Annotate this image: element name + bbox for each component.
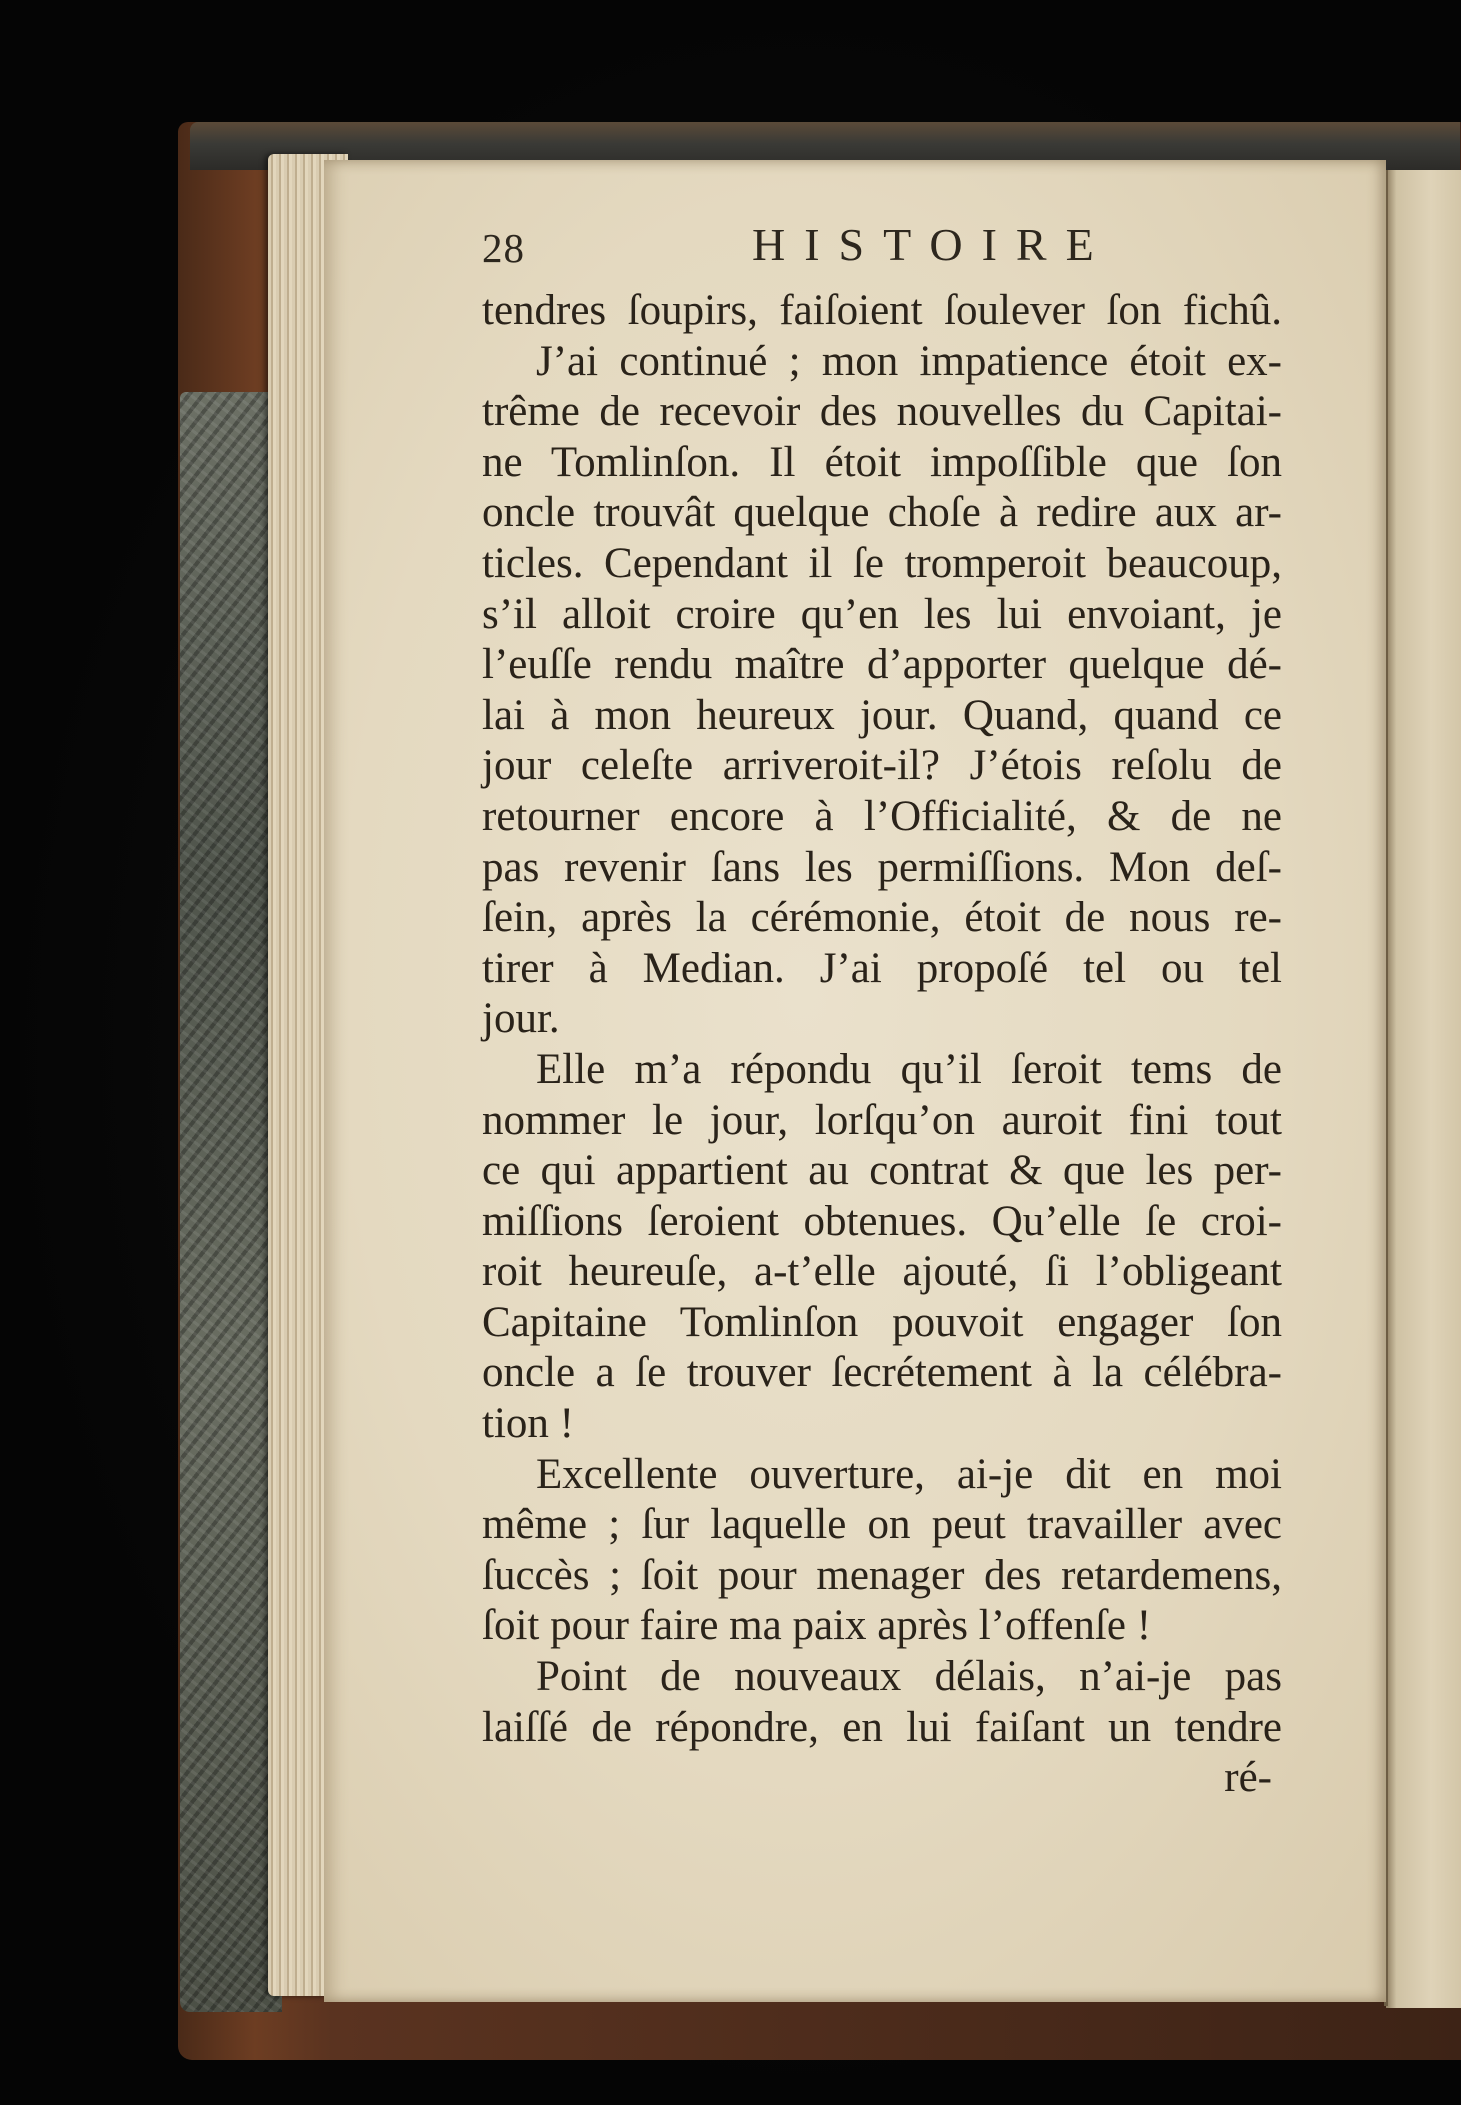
- text-line: lai à mon heureux jour. Quand, quand ce: [482, 691, 1282, 739]
- text-line: trême de recevoir des nouvelles du Capitai-: [482, 388, 1282, 436]
- text-line: tion !: [482, 1400, 574, 1448]
- marbled-endpaper: [180, 392, 282, 2012]
- text-line: tendres ſoupirs, faiſoient ſoulever ſon fichû.: [482, 287, 1282, 334]
- text-line: Excellente ouverture, ai-je dit en moi: [536, 1450, 1282, 1498]
- text-line: Elle m’a répondu qu’il ſeroit tems de: [536, 1045, 1282, 1093]
- text-line: roit heureuſe, a-t’elle ajouté, ſi l’obligeant: [482, 1248, 1282, 1296]
- text-line: oncle a ſe trouver ſecrétement à la célébra-: [482, 1349, 1282, 1397]
- text-line: J’ai continué ; mon impatience étoit ex-: [536, 337, 1282, 385]
- text-line: tirer à Median. J’ai propoſé tel ou tel: [482, 944, 1282, 992]
- text-line: retourner encore à l’Officialité, & de ne: [482, 792, 1282, 840]
- text-line: ne Tomlinſon. Il étoit impoſſible que ſon: [482, 438, 1282, 486]
- text-line: nommer le jour, lorſqu’on auroit fini tout: [482, 1096, 1282, 1144]
- facing-page: [1386, 170, 1461, 2008]
- text-line: pas revenir ſans les permiſſions. Mon deſ-: [482, 843, 1282, 891]
- text-line: même ; ſur laquelle on peut travailler avec: [482, 1501, 1282, 1549]
- text-line: ſuccès ; ſoit pour menager des retardemens,: [482, 1551, 1282, 1599]
- text-line: miſſions ſeroient obtenues. Qu’elle ſe croi-: [482, 1197, 1282, 1245]
- text-line: Point de nouveaux délais, n’ai-je pas: [536, 1653, 1282, 1701]
- text-line: jour.: [482, 995, 560, 1043]
- text-line: laiſſé de répondre, en lui faiſant un tendre: [482, 1703, 1282, 1751]
- text-line: ſoit pour faire ma paix après l’offenſe !: [482, 1602, 1152, 1650]
- text-line: ticles. Cependant il ſe tromperoit beaucoup,: [482, 539, 1282, 587]
- text-line: s’il alloit croire qu’en les lui envoiant, je: [482, 590, 1282, 638]
- text-line: ſein, après la cérémonie, étoit de nous re-: [482, 894, 1282, 942]
- text-line: jour celeſte arriveroit-il? J’étois reſolu de: [482, 742, 1282, 790]
- page-number: 28: [482, 225, 525, 271]
- body-text: [482, 286, 1282, 1804]
- text-line: ce qui appartient au contrat & que les per-: [482, 1147, 1282, 1195]
- running-title: HISTOIRE: [752, 219, 1113, 270]
- catchword: ré-: [1224, 1754, 1272, 1802]
- text-line: Capitaine Tomlinſon pouvoit engager ſon: [482, 1298, 1282, 1346]
- text-line: oncle trouvât quelque choſe à redire aux ar-: [482, 489, 1282, 537]
- text-line: l’euſſe rendu maître d’apporter quelque dé-: [482, 641, 1282, 689]
